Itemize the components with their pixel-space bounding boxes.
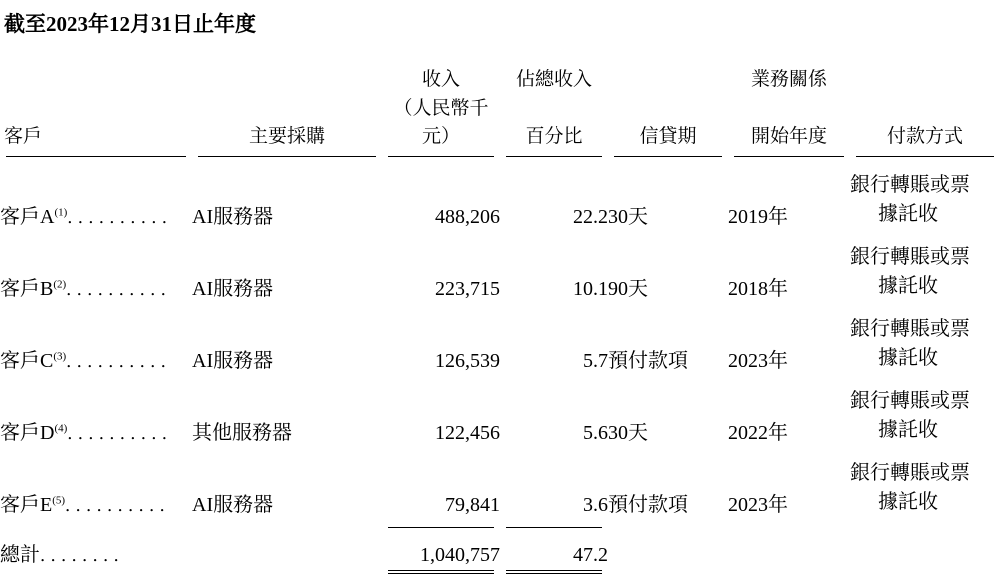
cell-credit-period: 預付款項 [608, 349, 688, 372]
header-credit-blank [608, 66, 728, 95]
cell-credit-period: 30天 [608, 421, 648, 444]
table-row [0, 315, 1000, 373]
dbl-blank-procurement [192, 567, 382, 574]
header-relationship-line2: 開始年度 [750, 126, 827, 147]
customer-name: 客戶D [0, 421, 55, 444]
table-row [0, 171, 1000, 229]
cell-percent: 22.2 [573, 205, 608, 228]
header-cell-customer-blank [0, 66, 192, 95]
cell-relationship-year: 2019年 [728, 205, 788, 228]
header-customer: 客戶 [4, 126, 43, 147]
payment-line2: 據託收 [878, 346, 938, 369]
customer-name: 客戶E [0, 493, 53, 516]
cell-customer [0, 315, 192, 373]
customer-name: 客戶C [0, 349, 54, 372]
cell-credit-period: 預付款項 [608, 493, 688, 516]
total-double-rule-row [0, 567, 1000, 574]
cell-total-percent: 47.2 [573, 543, 608, 566]
cell-percent: 5.6 [583, 421, 608, 444]
customer-footnote: (1) [54, 205, 68, 218]
cell-percent: 3.6 [583, 493, 608, 516]
header-percent-line2: 百分比 [525, 126, 583, 147]
cell-relationship-year: 2022年 [728, 421, 788, 444]
major-customers-table [0, 66, 1000, 574]
table-row [0, 459, 1000, 517]
payment-line2: 據託收 [878, 418, 938, 441]
cell-revenue: 126,539 [435, 349, 500, 372]
cell-relationship-year: 2023年 [728, 493, 788, 516]
page-title: 截至2023年12月31日止年度 [4, 12, 256, 36]
cell-revenue: 488,206 [435, 205, 500, 228]
dbl-rule-percent [500, 567, 608, 574]
total-gap [0, 517, 1000, 527]
cell-revenue: 223,715 [435, 277, 500, 300]
cell-relationship-year: 2018年 [728, 277, 788, 300]
cell-procurement: AI服務器 [192, 349, 274, 372]
header-row-line1 [0, 66, 1000, 95]
dbl-blank-customer [0, 567, 192, 574]
header-gap [0, 157, 1000, 171]
leader-dots: ．．．．．．．．．． [65, 495, 179, 515]
cell-customer [0, 387, 192, 445]
customer-name: 客戶A [0, 205, 55, 228]
dbl-blank-credit [608, 567, 728, 574]
leader-dots: ．．．．．．．．．． [66, 279, 180, 299]
cell-payment-method [850, 459, 1000, 517]
cell-payment-method [850, 243, 1000, 301]
cell-payment-method [850, 315, 1000, 373]
customer-footnote: (2) [53, 277, 67, 290]
customer-footnote: (5) [52, 493, 66, 506]
leader-dots: ．．．．．．．．．． [66, 351, 180, 371]
cell-procurement: AI服務器 [192, 205, 274, 228]
row-gap [0, 445, 1000, 459]
header-procurement: 主要採購 [248, 126, 325, 147]
header-row-line2 [0, 95, 1000, 152]
dbl-blank-payment [850, 567, 1000, 574]
leader-dots: ．．．．．．．．．． [67, 423, 181, 443]
cell-customer [0, 243, 192, 301]
leader-dots: ．．．．．．．．．． [67, 207, 181, 227]
cell-revenue: 79,841 [445, 493, 500, 516]
header-credit-period: 信貸期 [639, 126, 697, 147]
header-revenue-line2: （人民幣千元） [393, 97, 489, 147]
table-row [0, 243, 1000, 301]
cell-percent: 10.1 [573, 277, 608, 300]
dbl-rule-revenue [382, 567, 500, 574]
header-percent-line1: 佔總收入 [515, 69, 592, 90]
cell-credit-period: 30天 [608, 205, 648, 228]
payment-line1: 銀行轉賬或票 [850, 317, 970, 340]
payment-line1: 銀行轉賬或票 [850, 245, 970, 268]
cell-revenue: 122,456 [435, 421, 500, 444]
cell-payment-method [850, 171, 1000, 229]
payment-line1: 銀行轉賬或票 [850, 173, 970, 196]
cell-customer [0, 459, 192, 517]
cell-procurement: AI服務器 [192, 277, 274, 300]
cell-total-revenue: 1,040,757 [420, 543, 500, 566]
customer-name: 客戶B [0, 277, 54, 300]
payment-line2: 據託收 [878, 490, 938, 513]
cell-credit-period: 90天 [608, 277, 648, 300]
header-payment-method: 付款方式 [886, 126, 963, 147]
total-row [0, 538, 1000, 567]
total-label-text: 總計 [0, 543, 40, 566]
header-revenue-line1: 收入 [421, 69, 460, 90]
row-gap [0, 301, 1000, 315]
header-cell-procurement-blank [192, 66, 382, 95]
cell-procurement: AI服務器 [192, 493, 274, 516]
cell-percent: 5.7 [583, 349, 608, 372]
cell-total-payment-blank [850, 538, 1000, 567]
header-relationship-line1: 業務關係 [750, 69, 827, 90]
table-row [0, 387, 1000, 445]
cell-total-credit-blank [608, 538, 728, 567]
payment-line2: 據託收 [878, 202, 938, 225]
payment-line2: 據託收 [878, 274, 938, 297]
customer-footnote: (4) [54, 421, 68, 434]
total-gap-2 [0, 528, 1000, 538]
cell-relationship-year: 2023年 [728, 349, 788, 372]
cell-payment-method [850, 387, 1000, 445]
payment-line1: 銀行轉賬或票 [850, 461, 970, 484]
header-payment-blank [850, 66, 1000, 95]
total-leader-dots: ．．．．．．．． [40, 545, 133, 565]
cell-total-relationship-blank [728, 538, 850, 567]
row-gap [0, 229, 1000, 243]
dbl-blank-relationship [728, 567, 850, 574]
payment-line1: 銀行轉賬或票 [850, 389, 970, 412]
cell-total-procurement-blank [192, 538, 382, 567]
cell-procurement: 其他服務器 [192, 421, 292, 444]
row-gap [0, 373, 1000, 387]
customer-footnote: (3) [53, 349, 67, 362]
cell-customer [0, 171, 192, 229]
cell-total-label [0, 538, 192, 567]
